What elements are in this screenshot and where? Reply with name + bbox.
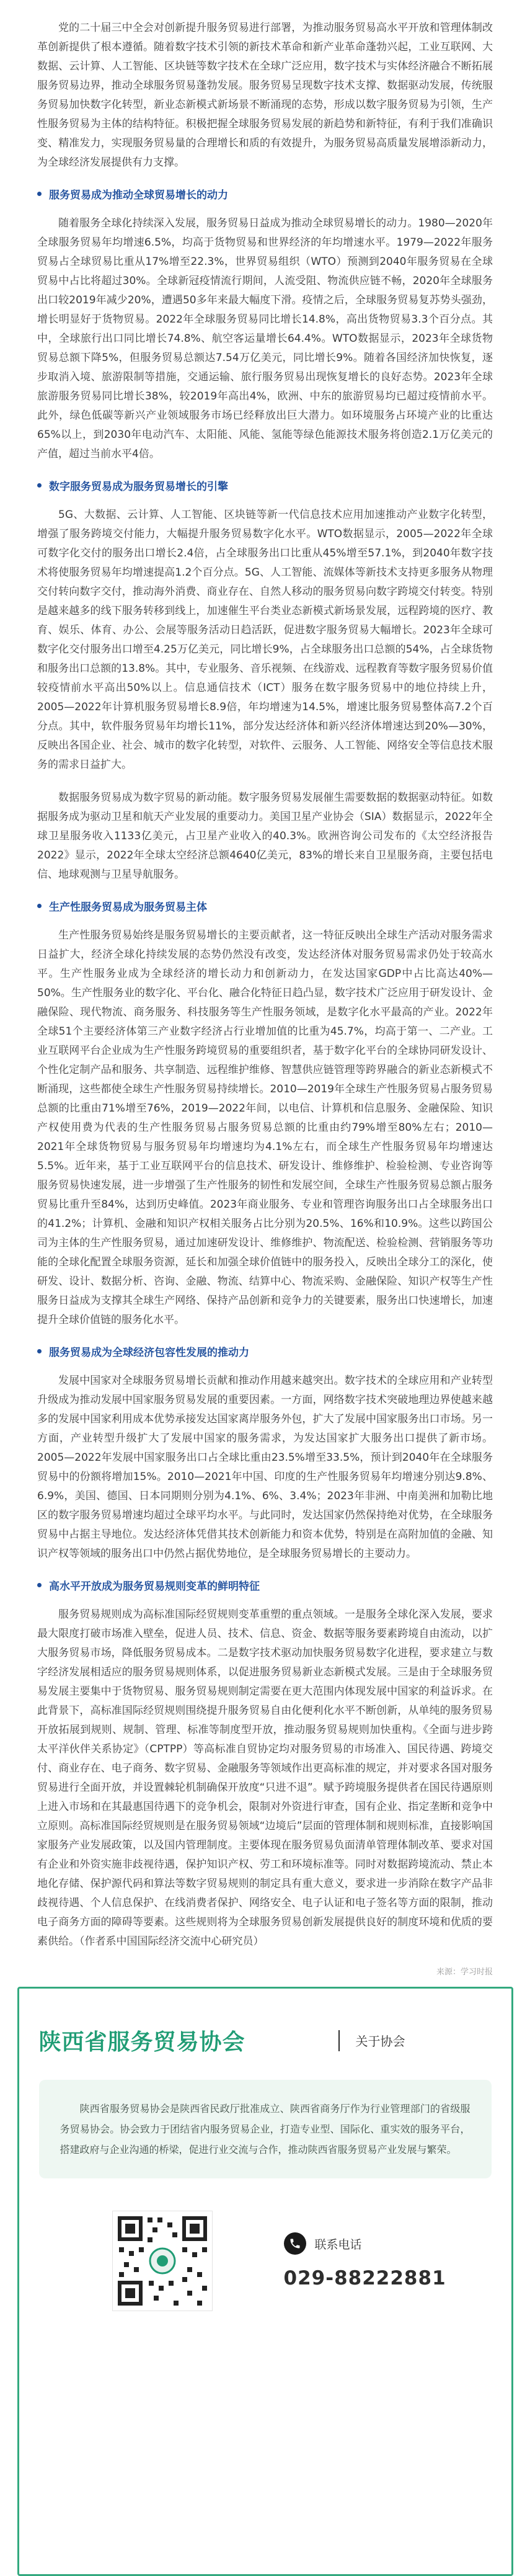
about-label: 关于协会 [355,2034,405,2049]
about-box [39,2080,492,2178]
association-name: 陕西省服务贸易协会 [38,2030,245,2055]
article [37,0,493,1977]
header-divider [338,2030,340,2051]
qr-code-graphic [113,2211,212,2311]
section-5 [37,1577,493,1951]
section-heading-text: 服务贸易成为推动全球贸易增长的动力 [49,189,228,202]
section-2 [37,478,493,885]
phone-number[interactable]: 029-88222881 [283,2267,446,2289]
dot-bullet-icon [37,904,42,908]
dot-bullet-icon [37,1349,42,1353]
article-source: 来源：学习时报 [436,1968,493,1977]
intro-paragraph: 党的二十届三中全会对创新提升服务贸易进行部署，为推动服务贸易高水平开放和管理体制改革创新提供了根本遵循。随着数字技术引领的新技术革命和新产业革命蓬勃兴起，工业互联网、大数据、云计算、人工智能、区块链等数字技术在全球广泛应用，数字技术与实体经济融合不断拓展服务贸易边界，推动全球服务贸易蓬勃发展。服务贸易呈现数字技术支撑、数据驱动发展，传统服务贸易加快数字化转型，新业态新模式新场景不断涌现的态势，形成以数字服务贸易为引领，生产性服务贸易为主体的结构特征。积极把握全球服务贸易发展的新趋势和新特征，有利于我们准确识变、精准发力，实现服务贸易量的合理增长和质的有效提升，为服务贸易高质量发展增添新动力，为全球经济发展提供有力支撑。 [37,22,493,169]
section-heading [37,186,493,202]
contact-info [284,2232,446,2289]
section-paragraph: 随着服务全球化持续深入发展，服务贸易日益成为推动全球贸易增长的动力。1980—2020年全球服务贸易年均增速6.5%，均高于货物贸易和世界经济的年均增速水平。1979—2022年服务贸易占全球贸易比重从17%增至22.3%，世界贸易组织（WTO）预测到2040年服务贸易在全球贸易中占比将超过30%。全球新冠疫情流行期间，人流受阻、物流供应链不畅，2020年全球服务出口较2019年减少20%，遭遇50多年来最大幅度下滑。疫情之后，全球服务贸易复苏势头强劲，增长明显好于货物贸易。2022年全球服务贸易同比增长14.8%，高出货物贸易3.3个百分点。其中，全球旅行出口同比增长74.8%、航空客运量增长64.4%。WTO数据显示，2023年全球货物贸易总额下降5%，但服务贸易总额达7.54万亿美元，同比增长9%。随着各国经济加快恢复，逐步取消入境、旅游限制等措施，交通运输、旅行服务贸易出现恢复增长的良好态势。2023年全球旅游服务贸易同比增长38%，较2019年高出4%，欧洲、中东的旅游贸易均已超过疫情前水平。此外，绿色低碳等新兴产业领域服务市场已经释放出巨大潜力。如环境服务占环境产业的比重达65%以上，到2030年电动汽车、太阳能、风能、氢能等绿色能源技术服务将创造2.1万亿美元的产值，超过当前水平4倍。 [37,217,493,460]
section-heading [37,898,493,914]
phone-row [284,2232,446,2255]
dot-bullet-icon [37,1583,42,1587]
section-heading-text: 服务贸易成为全球经济包容性发展的推动力 [49,1347,249,1359]
section-heading [37,478,493,493]
section-paragraph: 5G、大数据、云计算、人工智能、区块链等新一代信息技术应用加速推动产业数字化转型，增强了服务跨境交付能力，大幅提升服务贸易数字化水平。WTO数据显示，2005—2022年全球可数字化交付的服务出口增长2.4倍，占全球服务出口比重从45%增至57.1%，到2040年数字技术将使服务贸易年均增速提高1.2个百分点。5G、人工智能、流媒体等新技术支持更多服务从物理交付转向数字交付，推动海外消费、商业存在、自然人移动的服务贸易向数字跨境交付转变。特别是越来越多的线下服务转移到线上，加速催生平台类业态新模式新场景发展，远程跨境的医疗、教育、娱乐、体育、办公、会展等服务活动日趋活跃，促进数字服务贸易大幅增长。2023年全球可数字化交付服务出口增至4.25万亿美元，同比增长9%，占全球服务出口总额的54%，占全球货物和服务出口总额的13.8%。其中，专业服务、音乐视频、在线游戏、远程教育等数字服务贸易价值较疫情前水平高出50%以上。信息通信技术（ICT）服务在数字服务贸易中的地位持续上升，2005—2022年计算机服务贸易增长8.9倍，年均增速为14.5%，增速比服务贸易整体高7.2个百分点。其中，软件服务贸易年均增长11%，部分发达经济体和新兴经济体增速达到20%—30%，反映出各国企业、社会、城市的数字化转型，对软件、云服务、人工智能、网络安全等信息技术服务的需求日益扩大。 [37,509,493,771]
contact-label: 联系电话 [314,2237,362,2252]
section-heading [37,1577,493,1593]
association-card [17,1987,513,2576]
about-text: 陕西省服务贸易协会是陕西省民政厅批准成立、陕西省商务厅作为行业管理部门的省级服务贸易协会。协会致力于团结省内服务贸易企业，打造专业型、国际化、重实效的服务平台，搭建政府与企业沟通的桥梁，促进行业交流与合作，推动陕西省服务贸易产业发展与繁荣。 [60,2103,470,2155]
phone-icon-graphic [289,2237,301,2250]
dot-bullet-icon [37,483,42,488]
association-header [19,1989,511,2056]
section-heading-text: 数字服务贸易成为服务贸易增长的引擎 [49,481,228,493]
section-3 [37,898,493,1330]
section-paragraph: 发展中国家对全球服务贸易增长贡献和推动作用越来越突出。数字技术的全球应用和产业转型升级成为推动发展中国家服务贸易发展的重要因素。一方面，网络数字技术突破地理边界使越来越多的发展中国家利用成本优势承接发达国家离岸服务外包，扩大了发展中国家服务出口市场。另一方面，产业转型升级扩大了发展中国家的服务需求，为发达国家扩大服务出口提供了新市场。2005—2022年发展中国家服务出口占全球比重由23.5%增至33.5%，预计到2040年在全球服务贸易中的份额将增加15%。2010—2021年中国、印度的生产性服务贸易年均增速分别达9.8%、6.9%，美国、德国、日本同期则分别为4.1%、6%、3.4%；2023年非洲、中南美洲和加勒比地区的数字服务贸易增速均超过全球平均水平。与此同时，发达国家仍然保持绝对优势，在全球服务贸易中占据主导地位。发达经济体凭借其技术创新能力和资本优势，特别是在高附加值的金融、知识产权等领域的服务出口中仍然占据优势地位，是全球服务贸易增长的主要动力。 [37,1375,493,1560]
section-4 [37,1344,493,1564]
section-1 [37,186,493,464]
contact-row [112,2211,511,2311]
section-paragraph: 服务贸易规则成为高标准国际经贸规则变革重塑的重点领域。一是服务全球化深入发展，要求最大限度打破市场准入壁垒，促进人员、技术、信息、资金、数据等服务要素跨境自由流动，以扩大服务贸易市场，降低服务贸易成本。二是数字技术驱动加快服务贸易数字化进程，要求建立与数字经济发展相适应的服务贸易规则体系，以促进服务贸易新业态新模式发展。三是由于全球服务贸易发展主要集中于货物贸易、服务贸易规则制定需要在更大范围内体现发展中国家的利益诉求。在此背景下，高标准国际经贸规则围绕提升服务贸易自由化便利化水平不断创新，从单纯的服务贸易开放拓展到规则、规制、管理、标准等制度型开放，推动服务贸易规则加快重构。《全面与进步跨太平洋伙伴关系协定》（CPTPP）等高标准自贸协定均对服务贸易的市场准入、国民待遇、跨境交付、商业存在、电子商务、数字贸易、金融服务等领域作出更高标准的规定，并对要求各国对服务贸易进行全面开放，并设置棘轮机制确保开放度“只进不退”。赋予跨境服务提供者在国民待遇原则上进入市场和在其最惠国待遇下的竞争机会，限制对外资进行审查，国有企业、指定垄断和竞争中立原则。高标准国际经贸规则是在服务贸易领域“边境后”层面的管理体制和规则标准，直接影响国家服务产业发展政策，以及国内管理制度。主要体现在服务贸易负面清单管理体制改革、要求对国有企业和外资实施非歧视待遇，保护知识产权、劳工和环境标准等。同时对数据跨境流动、禁止本地化存储、保护源代码和算法等数字贸易规则的制定具有重大意义，要求进一步消除在数字产品非歧视待遇、个人信息保护、在线消费者保护、网络安全、电子认证和电子签名等方面的限制，推动电子商务方面的障碍等要素。这些规则将为全球服务贸易创新发展提供良好的制度环境和优质的要素供给。（作者系中国国际经济交流中心研究员） [37,1608,493,1948]
qr-code-icon [112,2211,213,2311]
phone-icon [284,2232,306,2255]
dot-bullet-icon [37,192,42,196]
section-heading-text: 高水平开放成为服务贸易规则变革的鲜明特征 [49,1580,260,1593]
section-paragraph: 生产性服务贸易始终是服务贸易增长的主要贡献者，这一特征反映出全球生产活动对服务需求日益扩大，经济全球化持续发展的态势仍然没有改变，发达经济体对服务贸易需求仍处于较高水平。生产性服务业成为全球经济的增长动力和创新动力，在发达国家GDP中占比高达40%—50%。生产性服务业的数字化、平台化、融合化特征日趋凸显，数字技术广泛应用于研发设计、金融保险、现代物流、商务服务、科技服务等生产性服务领域，是数字化水平最高的产业。2022年全球51个主要经济体第三产业数字经济占行业增加值的比重为45.7%，均高于第一、二产业。工业互联网平台企业成为生产性服务跨境贸易的重要组织者，基于数字化平台的全球协同研发设计、个性化定制产品和服务、共享制造、远程维护维修、智慧供应链管理等跨界融合的新业态新模式不断涌现，这些都使全球生产性服务贸易持续增长。2010—2019年全球生产性服务贸易占服务贸易总额的比重由71%增至76%，2019—2022年间，以电信、计算机和信息服务、金融保险、知识产权使用费为代表的生产性服务贸易占服务贸易总额的比重由约79%增至80%左右；2010—2021年全球货物贸易与服务贸易年均增速均为4.1%左右，而全球生产性服务贸易年均增速达5.5%。近年来，基于工业互联网平台的信息技术、研发设计、维修维护、检验检测、专业咨询等服务贸易快速发展，进一步增强了生产性服务的韧性和发展空间，全球生产性服务贸易总额占服务贸易比重升至84%，达到历史峰值。2023年商业服务、专业和管理咨询服务出口占全球服务出口的41.2%；计算机、金融和知识产权相关服务占比分别为20.5%、16%和10.9%。这些以跨国公司为主体的生产性服务贸易，通过加速研发设计、维修维护、物流配送、检验检测、营销服务等功能的全球化配置全球服务资源，延长和加强全球价值链中的服务投入，反映出全球分工的深化，使研发、设计、数据分析、咨询、金融、物流、结算中心、物流采购、金融保险、知识产权等生产性服务日益成为支撑其全球生产网络、保持产品创新和竞争力的关键要素，服务出口快速增长，加速提升全球价值链的服务化水平。 [37,929,493,1326]
section-heading [37,1344,493,1359]
section-heading-text: 生产性服务贸易成为服务贸易主体 [49,901,207,914]
section-paragraph: 数据服务贸易成为数字贸易的新动能。数字服务贸易发展催生需要数据的数据驱动特征。如数据服务成为驱动卫星和航天产业发展的重要动力。美国卫星产业协会（SIA）数据显示，2022年全球卫星服务收入1133亿美元，占卫星产业收入的40.3%。欧洲咨询公司发布的《太空经济报告2022》显示，2022年全球太空经济总额4640亿美元，83%的增长来自卫星服务商，主要包括电信、地球观测与卫星导航服务。 [37,791,493,881]
